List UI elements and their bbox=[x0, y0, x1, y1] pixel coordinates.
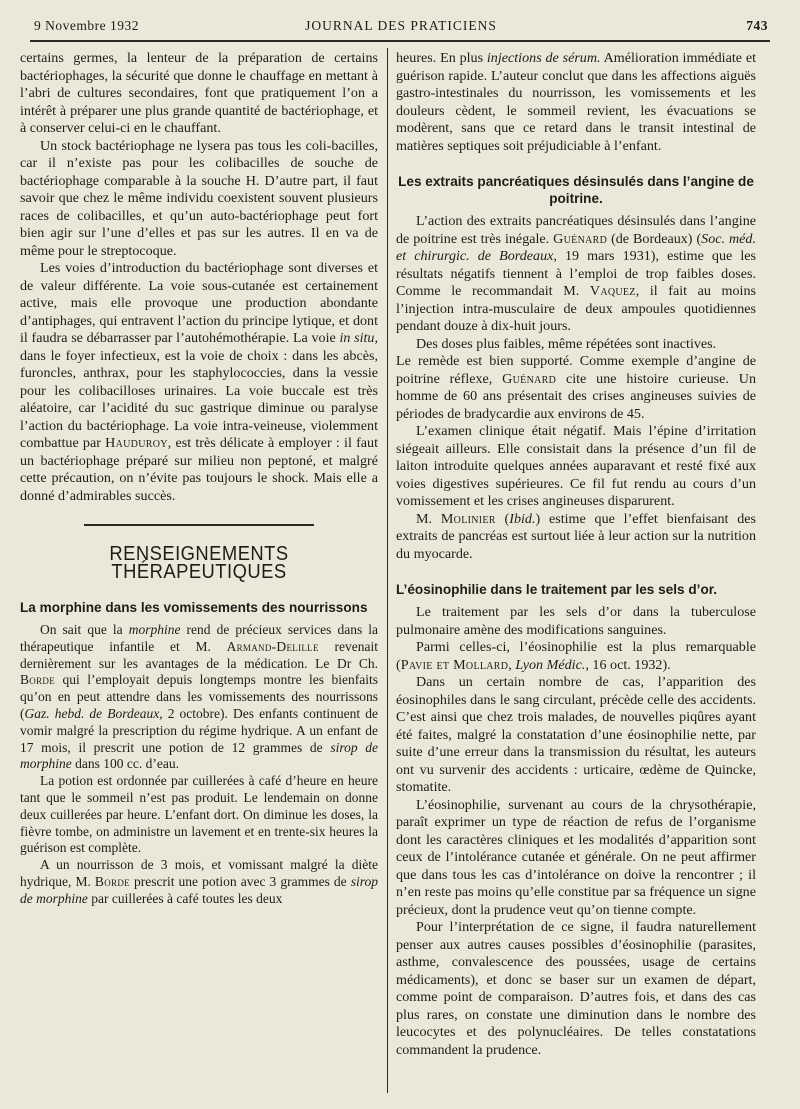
header-rule bbox=[30, 40, 770, 42]
paragraph: heures. En plus injections de sérum. Amélioration immédiate et guérison rapide. L’auteur conclut que dans les affections aiguës gastro-intestinales du nourrisson, les vomissements et les douleurs cèdent, le sommeil revient, les évacuations se modèrent, sans que ce retard dans le transit intestinal de matières septiques soit préjudiciable à l’enfant. bbox=[396, 50, 756, 154]
page-number: 743 bbox=[746, 18, 768, 33]
paragraph: L’action des extraits pancréatiques désinsulés dans l’angine de poitrine est très inégale. Guénard (de Bordeaux) (Soc. méd. et chirurgic. de Bordeaux, 19 mars 1931), estime que les résultats négatifs tiennent à l’emploi de trop faibles doses. Comme le recommandait M. Vaquez, il fait au moins l’injection intra-musculaire de deux ampoules quotidiennes pendant douze à dix-huit jours. bbox=[396, 213, 757, 334]
paragraph: Un stock bactériophage ne lysera pas tous les coli-bacilles, car il n’existe pas pour les colibacilles de souche de bactériophage comparable à la souche H. D’autre part, il faut savoir que chez le même individu coexistent souvent plusieurs races de colibacilles, et qu’un auto-bactériophage peut fort bien agir sur l’une d’elles et pas sur les autres. Il en va de même pour le streptocoque. bbox=[20, 137, 378, 259]
right-column bbox=[396, 50, 756, 1059]
running-header bbox=[34, 16, 768, 38]
paragraph: Parmi celles-ci, l’éosinophilie est la plus remarquable (Pavie et Mollard, Lyon Médic., 16 oct. 1932). bbox=[396, 639, 756, 673]
section-title: RENSEIGNEMENTS THÉRAPEUTIQUES bbox=[109, 543, 289, 583]
paragraph: Pour l’interprétation de ce signe, il faudra naturellement penser aux autres causes possibles d’éosinophilie (parasites, asthme, convalescence des poussées, usage de certains médicaments), et donc se baser sur un examen de départ, comme point de comparaison. D’autres fois, et dans des cas plus rares, on constate une diminution dans le nombre des leucocytes et des polynucléaires. De telles constatations commandent la prudence. bbox=[396, 919, 756, 1058]
article-title-pancreatic: Les extraits pancréatiques désinsulés dans l’angine de poitrine. bbox=[398, 174, 754, 206]
paragraph: Le traitement par les sels d’or dans la tuberculose pulmonaire amène des modifications sanguines. bbox=[396, 604, 756, 638]
issue-date: 9 Novembre 1932 bbox=[34, 18, 139, 33]
paragraph: Les voies d’introduction du bactériophage sont diverses et de valeur différente. La voie sous-cutanée est certainement active, mais elle provoque une production abondante d’antiphages, qui entravent l’action du principe lytique, et dont il faudra se débarrasser par l’autohémothérapie. La voie in situ, dans le foyer infectieux, est la voie de choix : dans les abcès, furoncles, anthrax, pour les staphylococcies, dans la vessie pour les colibacilloses urinaires. La voie buccale est très aléatoire, car l’acidité du suc gastrique diminue ou paralyse l’action du bactériophage. La voie intra-veineuse, violemment combattue par Hauduroy, est très délicate à employer : il faut un bactériophage préparé sur milieu non peptoné, et malgré cette précaution, on n’évite pas toujours le shock. Mais elle a donné d’admirables succès. bbox=[20, 260, 379, 504]
paragraph: Dans un certain nombre de cas, l’apparition des éosinophiles dans le sang circulant, précède celle des accidents. C’est ainsi que chez trois malades, de nouvelles piqûres ayant été faites, malgré la constatation d’une éosinophilie nette, par suite d’une erreur dans la transmission du résultat, les auteurs ont vu survenir des accidents : urticaire, œdème de Quincke, stomatite. bbox=[396, 674, 756, 795]
paragraph: On sait que la morphine rend de précieux services dans la thérapeutique infantile et M. Armand-Delille revenait dernièrement sur les avantages de la médication. Le Dr Ch. Borde qui l’employait depuis longtemps montre les bienfaits qu’on en peut attendre dans les vomissements des nourrissons (Gaz. hebd. de Bordeaux, 2 octobre). Des enfants continuent de vomir malgré la prescription du régime hydrique. A un enfant de 17 mois, il prescrit une potion de 12 grammes de sirop de morphine dans 100 cc. d’eau. bbox=[20, 622, 379, 772]
left-column bbox=[20, 50, 378, 908]
paragraph: certains germes, la lenteur de la préparation de certains bactériophages, la sécurité que donne le chauffage en mettant à l’abri de cultures secondaires, font que pratiquement l’on a intérêt à préparer une plus grande quantité de bactériophage, et à conserver celui-ci en le chauffant. bbox=[20, 50, 378, 136]
paragraph: L’éosinophilie, survenant au cours de la chrysothérapie, paraît exprimer un type de réaction de refus de l’organisme dont les caractères cliniques et les modalités d’apparition sont ceux de l’intolérance cutanée et générale. On ne peut affirmer que dans tous les cas d’intolérance on doive la rencontrer ; il n’en reste pas moins qu’elle constitue par sa fréquence un signe précieux, dont la prudence veut qu’on tienne compte. bbox=[396, 796, 756, 918]
paragraph: La potion est ordonnée par cuillerées à café d’heure en heure tant que le sommeil n’est pas produit. Le lendemain on donne deux cuillerées par heure. L’enfant dort. On diminue les doses, la fièvre tombe, on administre un lavement et en trente-six heures la guérison est complète. bbox=[20, 773, 378, 856]
section-divider bbox=[84, 524, 314, 526]
column-divider bbox=[387, 48, 388, 1093]
journal-title: JOURNAL DES PRATICIENS bbox=[305, 18, 497, 33]
paragraph: L’examen clinique était négatif. Mais l’épine d’irritation siégeait ailleurs. Elle consistait dans la présence d’un fil de laiton introduite quelques années auparavant et resté fixé aux voies digestives supérieures. Ce fil fut rendu au cours d’un vomissement et les crises angineuses disparurent. bbox=[396, 423, 756, 509]
paragraph: M. Molinier (Ibid.) estime que l’effet bienfaisant des extraits de pancréas est surtout liée à leur action sur la nutrition du myocarde. bbox=[396, 510, 756, 562]
article-title-eosinophilia: L’éosinophilie dans le traitement par les sels d’or. bbox=[396, 582, 718, 597]
paragraph: Le remède est bien supporté. Comme exemple d’angine de poitrine réflexe, Guénard cite une histoire curieuse. Un homme de 60 ans présentait des crises angineuses suivies de périodes de bradycardie aux environs de 45. bbox=[396, 353, 756, 422]
paragraph: Des doses plus faibles, même répétées sont inactives. bbox=[416, 335, 717, 352]
article-title-morphine: La morphine dans les vomissements des nourrissons bbox=[20, 600, 368, 615]
paragraph: A un nourrisson de 3 mois, et vomissant malgré la diète hydrique, M. Borde prescrit une potion avec 3 grammes de sirop de morphine par cuillerées à café toutes les deux bbox=[20, 857, 378, 906]
